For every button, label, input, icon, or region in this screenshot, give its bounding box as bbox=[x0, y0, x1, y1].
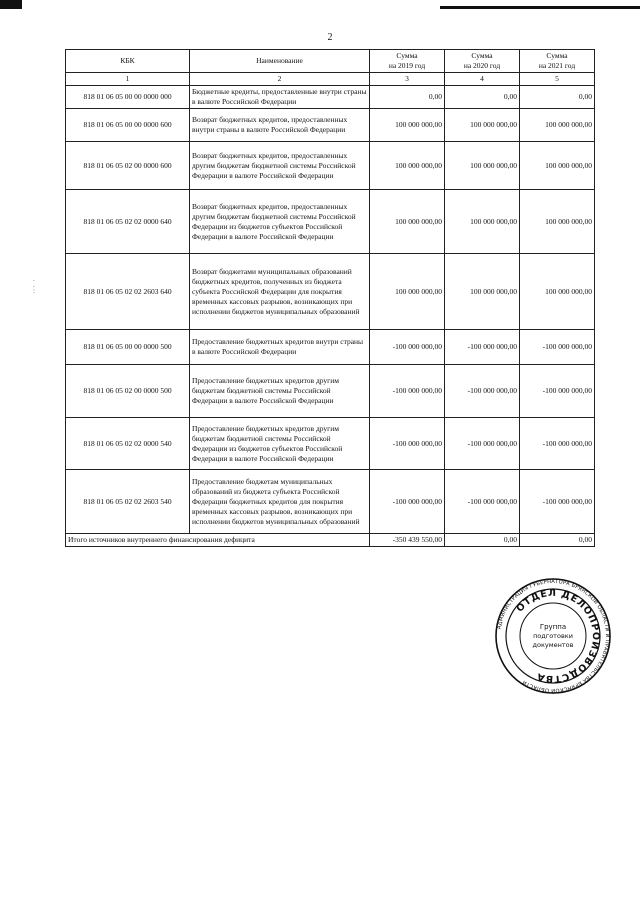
row-name: Возврат бюджетных кредитов, предоставленных другим бюджетам бюджетной системы Российской Федерации в валюте Российской Федерации bbox=[190, 142, 370, 190]
sum-2021: 100 000 000,00 bbox=[520, 254, 595, 330]
sum-2019: 100 000 000,00 bbox=[370, 254, 445, 330]
sum-2019: -100 000 000,00 bbox=[370, 418, 445, 470]
stamp-center-line-2: подготовки bbox=[533, 632, 573, 640]
kbk-code: 818 01 06 05 00 00 0000 600 bbox=[66, 109, 190, 142]
kbk-code: 818 01 06 05 02 02 0000 540 bbox=[66, 418, 190, 470]
sum-2021: -100 000 000,00 bbox=[520, 365, 595, 418]
table-row bbox=[66, 365, 595, 418]
row-name: Предоставление бюджетных кредитов внутри страны в валюте Российской Федерации bbox=[190, 330, 370, 365]
sum-2021: -100 000 000,00 bbox=[520, 330, 595, 365]
budget-sources-table bbox=[65, 49, 595, 547]
sum-2020: 100 000 000,00 bbox=[445, 190, 520, 254]
department-stamp bbox=[494, 577, 612, 695]
column-number: 5 bbox=[520, 73, 595, 86]
top-right-scan-line bbox=[440, 6, 640, 9]
sum-2020: 100 000 000,00 bbox=[445, 254, 520, 330]
table-row bbox=[66, 86, 595, 109]
sum-2020: 100 000 000,00 bbox=[445, 142, 520, 190]
margin-marks: . . : bbox=[33, 275, 35, 295]
page-number: 2 bbox=[327, 32, 333, 43]
kbk-code: 818 01 06 05 02 00 0000 500 bbox=[66, 365, 190, 418]
sum-2020: -100 000 000,00 bbox=[445, 330, 520, 365]
sum-2021: 100 000 000,00 bbox=[520, 109, 595, 142]
column-number: 4 bbox=[445, 73, 520, 86]
row-name: Возврат бюджетных кредитов, предоставленных внутри страны в валюте Российской Федерации bbox=[190, 109, 370, 142]
sum-2019: 100 000 000,00 bbox=[370, 142, 445, 190]
total-row bbox=[66, 534, 595, 547]
sum-2019: 100 000 000,00 bbox=[370, 190, 445, 254]
header-kbk: КБК bbox=[66, 50, 190, 73]
total-sum-2021: 0,00 bbox=[520, 534, 595, 547]
total-sum-2020: 0,00 bbox=[445, 534, 520, 547]
row-name: Возврат бюджетами муниципальных образований бюджетных кредитов, полученных из бюджета субъекта Российской Федерации для покрытия временных кассовых разрывов, возникающих при исполнении бюджетов муниципальных образований bbox=[190, 254, 370, 330]
header-sum-2021: Сумма на 2021 год bbox=[520, 50, 595, 73]
column-number: 3 bbox=[370, 73, 445, 86]
total-label: Итого источников внутреннего финансирования дефицита bbox=[66, 534, 370, 547]
sum-2021: -100 000 000,00 bbox=[520, 418, 595, 470]
kbk-code: 818 01 06 05 00 00 0000 000 bbox=[66, 86, 190, 109]
kbk-code: 818 01 06 05 02 02 2603 640 bbox=[66, 254, 190, 330]
sum-2020: -100 000 000,00 bbox=[445, 470, 520, 534]
row-name: Предоставление бюджетных кредитов другим бюджетам бюджетной системы Российской Федерации в валюте Российской Федерации bbox=[190, 365, 370, 418]
row-name: Возврат бюджетных кредитов, предоставленных другим бюджетам бюджетной системы Российской Федерации из бюджетов субъектов Российской Федерации в валюте Российской Федерации bbox=[190, 190, 370, 254]
table-row bbox=[66, 254, 595, 330]
sum-2020: 0,00 bbox=[445, 86, 520, 109]
kbk-code: 818 01 06 05 02 02 0000 640 bbox=[66, 190, 190, 254]
kbk-code: 818 01 06 05 02 02 2603 540 bbox=[66, 470, 190, 534]
sum-2020: -100 000 000,00 bbox=[445, 418, 520, 470]
stamp-center-line-1: Группа bbox=[539, 623, 567, 631]
sum-2021: 0,00 bbox=[520, 86, 595, 109]
row-name: Предоставление бюджетных кредитов другим бюджетам бюджетной системы Российской Федерации из бюджетов субъектов Российской Федерации в валюте Российской Федерации bbox=[190, 418, 370, 470]
total-sum-2019: -350 439 550,00 bbox=[370, 534, 445, 547]
kbk-code: 818 01 06 05 00 00 0000 500 bbox=[66, 330, 190, 365]
header-name: Наименование bbox=[190, 50, 370, 73]
top-left-scan-mark bbox=[0, 0, 22, 9]
column-number: 2 bbox=[190, 73, 370, 86]
table-row bbox=[66, 418, 595, 470]
sum-2019: 0,00 bbox=[370, 86, 445, 109]
sum-2019: -100 000 000,00 bbox=[370, 470, 445, 534]
table-row bbox=[66, 190, 595, 254]
kbk-code: 818 01 06 05 02 00 0000 600 bbox=[66, 142, 190, 190]
table-row bbox=[66, 142, 595, 190]
row-name: Бюджетные кредиты, предоставленные внутри страны в валюте Российской Федерации bbox=[190, 86, 370, 109]
row-name: Предоставление бюджетам муниципальных образований из бюджета субъекта Российской Федерации бюджетных кредитов для покрытия временных кассовых разрывов, возникающих при исполнении бюджетов муниципальных образований bbox=[190, 470, 370, 534]
column-number-row bbox=[66, 73, 595, 86]
header-sum-2020: Сумма на 2020 год bbox=[445, 50, 520, 73]
table-row bbox=[66, 330, 595, 365]
sum-2019: -100 000 000,00 bbox=[370, 330, 445, 365]
sum-2021: -100 000 000,00 bbox=[520, 470, 595, 534]
table-header-row bbox=[66, 50, 595, 73]
sum-2019: -100 000 000,00 bbox=[370, 365, 445, 418]
column-number: 1 bbox=[66, 73, 190, 86]
table-row bbox=[66, 470, 595, 534]
sum-2020: -100 000 000,00 bbox=[445, 365, 520, 418]
stamp-department-text: ОТДЕЛ ДЕЛОПРОИЗВОДСТВА bbox=[514, 587, 602, 685]
header-sum-2019: Сумма на 2019 год bbox=[370, 50, 445, 73]
table-row bbox=[66, 109, 595, 142]
sum-2021: 100 000 000,00 bbox=[520, 190, 595, 254]
sum-2019: 100 000 000,00 bbox=[370, 109, 445, 142]
sum-2021: 100 000 000,00 bbox=[520, 142, 595, 190]
stamp-center-line-3: документов bbox=[532, 641, 574, 649]
stamp-outer-text: АДМИНИСТРАЦИЯ ГУБЕРНАТОРА БРЯНСКОЙ ОБЛАСТИ И ПРАВИТЕЛЬСТВА БРЯНСКОЙ ОБЛАСТИ bbox=[496, 578, 611, 694]
sum-2020: 100 000 000,00 bbox=[445, 109, 520, 142]
